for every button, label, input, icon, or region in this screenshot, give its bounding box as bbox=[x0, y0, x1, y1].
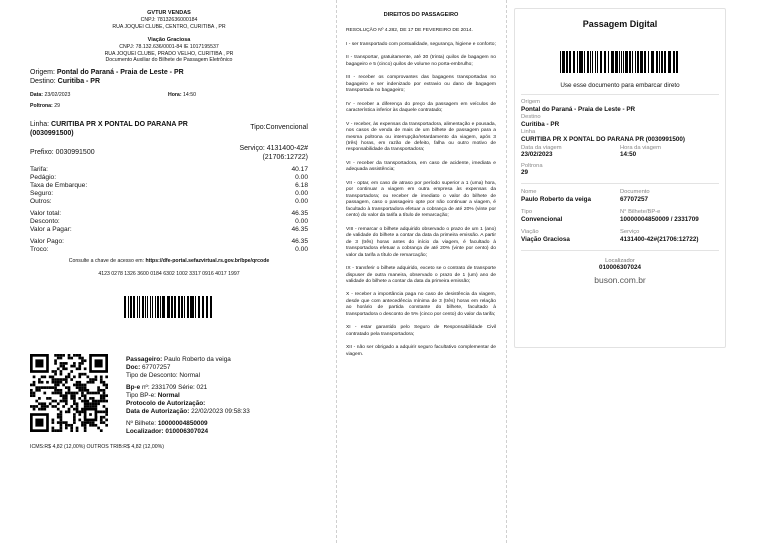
total-label: Desconto: bbox=[30, 218, 60, 226]
amount-value: 0.00 bbox=[295, 174, 308, 182]
destination-line bbox=[30, 77, 308, 86]
digital-company-service bbox=[521, 229, 719, 243]
operator-cnpj: CNPJ: 78.132.636/0001-84 IE 1017195537 bbox=[119, 43, 219, 50]
barcode-bar bbox=[676, 51, 678, 73]
ticket-barcode-wrap bbox=[30, 296, 308, 318]
right-item: I - ser transportado com pontualidade, segurança, higiene e conforto; bbox=[346, 41, 496, 47]
auth-date-label: Data de Autorização: bbox=[126, 407, 190, 415]
digital-origin-label: Origem bbox=[521, 99, 541, 105]
barcode-bar bbox=[191, 296, 193, 318]
prefix: Prefixo: 0030991500 bbox=[30, 148, 95, 156]
digital-service-label: Serviço bbox=[620, 229, 640, 236]
digital-destination-label: Destino bbox=[521, 114, 541, 121]
digital-service bbox=[620, 229, 719, 243]
rights-panel bbox=[336, 0, 506, 543]
digital-date-value: 23/02/2023 bbox=[521, 151, 553, 159]
right-item: VIII - remarcar o bilhete adquirido observado o prazo de um 1 (ano) de validade do bilhete a contar da data da primeira emissão. A partir de 3 (três) horas antes do início da viagem, é facultado à transportadora efetuar a cobrança de até 20% (vinte por cento) do valor da tarifa a título de remarcação; bbox=[346, 226, 496, 258]
digital-origin bbox=[521, 99, 719, 113]
digital-site[interactable]: buson.com.br bbox=[594, 274, 646, 285]
amount-label: Taxa de Embarque: bbox=[30, 182, 88, 190]
amount-value: 40.17 bbox=[291, 166, 308, 174]
barcode-bar bbox=[139, 296, 140, 318]
barcode-bar bbox=[187, 296, 189, 318]
ticket-panel bbox=[0, 0, 336, 543]
barcode-bar bbox=[167, 296, 168, 318]
barcode-bar bbox=[142, 296, 144, 318]
barcode-bar bbox=[137, 296, 139, 318]
total-value: 46.35 bbox=[291, 210, 308, 218]
origin-value: Pontal do Paraná - Praia de Leste - PR bbox=[56, 69, 184, 77]
doc-value: 67707257 bbox=[141, 363, 171, 371]
barcode-bar bbox=[644, 51, 647, 73]
service-field bbox=[240, 144, 309, 162]
qr-section bbox=[30, 354, 308, 436]
company-cnpj: CNPJ: 78132636000184 bbox=[140, 17, 198, 24]
digital-bilhete-value: 10000004850009 / 2331709 bbox=[620, 215, 699, 223]
barcode-bar bbox=[145, 296, 147, 318]
barcode-bar bbox=[668, 51, 671, 73]
digital-company-label: Viação bbox=[521, 229, 539, 236]
company-header bbox=[30, 10, 308, 64]
barcode-bar bbox=[157, 296, 159, 318]
service-code: Serviço: 4131400-42# bbox=[239, 144, 308, 152]
seat-label: Poltrona: bbox=[30, 102, 53, 109]
passenger-label: Passageiro: bbox=[126, 355, 163, 363]
barcode-bar bbox=[623, 51, 624, 73]
digital-title: Passagem Digital bbox=[582, 19, 658, 29]
company-name: GVTUR VENDAS bbox=[147, 10, 191, 16]
bpe-label: Bp-e bbox=[126, 383, 141, 391]
digital-destination-value: Curitiba - PR bbox=[521, 120, 560, 128]
ticket-number-value: 10000004850009 bbox=[157, 419, 208, 427]
bpe-type-line bbox=[126, 392, 250, 400]
route-info bbox=[30, 68, 308, 86]
barcode-bar bbox=[573, 51, 575, 73]
right-item: III - receber os comprovantes das bagagens transportadas no bagageiro e ser indenizado por extravio ou dano de bagagem transportada no bagageiro; bbox=[346, 75, 496, 94]
digital-locator-label: Localizador bbox=[605, 257, 635, 264]
barcode-bar bbox=[673, 51, 676, 73]
digital-separator bbox=[521, 183, 719, 184]
digital-doc bbox=[620, 189, 719, 203]
amount-label: Outros: bbox=[30, 198, 52, 206]
barcode-bar bbox=[600, 51, 602, 73]
right-item: V - receber, às expensas da transportadora, alimentação e pousada, nos casos de venda de mais de um bilhete de passagem para a mesma poltrona ou interrupção/retardamento da viagem, após 3 (três) horas, em razão de defeito, falha ou outro motivo de responsabilidade da transportadora; bbox=[346, 121, 496, 153]
locator-label: Localizador: bbox=[126, 427, 164, 435]
barcode-bar bbox=[619, 51, 620, 73]
digital-seat-value: 29 bbox=[521, 169, 529, 177]
barcode-bar bbox=[566, 51, 569, 73]
barcode-bar bbox=[584, 51, 585, 73]
barcode-bar bbox=[635, 51, 636, 73]
totals-list bbox=[30, 210, 308, 234]
service-sub: (21706:12722) bbox=[262, 154, 308, 161]
barcode-bar bbox=[198, 296, 200, 318]
digital-company bbox=[521, 229, 620, 243]
date-value: 23/02/2023 bbox=[44, 92, 71, 99]
line-label: Linha: bbox=[30, 120, 50, 128]
doc-label: Doc: bbox=[126, 363, 141, 371]
barcode-bar bbox=[152, 296, 153, 318]
barcode-bar bbox=[190, 296, 191, 318]
ticket-number-label: Nº Bilhete: bbox=[126, 419, 157, 427]
payment-value: 46.35 bbox=[291, 238, 308, 246]
barcode-bar bbox=[577, 51, 578, 73]
passenger-line bbox=[126, 356, 250, 364]
date-label: Data: bbox=[30, 92, 43, 99]
seat-value: 29 bbox=[54, 102, 61, 109]
auth-protocol-label: Protocolo de Autorização: bbox=[126, 399, 206, 407]
right-item: XI - estar garantido pelo Seguro de Responsabilidade Civil contratado pela transportadora; bbox=[346, 325, 496, 337]
access-key: 4123 0278 1326 3600 0184 6302 1002 3317 0916 4017 1997 bbox=[98, 271, 240, 278]
total-row bbox=[30, 210, 308, 218]
time-label: Hora: bbox=[168, 92, 182, 99]
amount-value: 0.00 bbox=[295, 190, 308, 198]
amount-label: Pedágio: bbox=[30, 174, 57, 182]
barcode-bar bbox=[150, 296, 151, 318]
barcode-bar bbox=[174, 296, 176, 318]
digital-name-value: Paulo Roberto da veiga bbox=[521, 195, 591, 203]
barcode-bar bbox=[128, 296, 129, 318]
digital-type-bilhete bbox=[521, 209, 719, 223]
digital-date bbox=[521, 145, 620, 159]
barcode-bar bbox=[629, 51, 632, 73]
total-label: Valor total: bbox=[30, 210, 62, 218]
barcode-bar bbox=[168, 296, 170, 318]
barcode-bar bbox=[597, 51, 598, 73]
barcode-bar bbox=[181, 296, 183, 318]
rights-list bbox=[346, 42, 496, 358]
digital-type bbox=[521, 209, 620, 223]
total-label: Valor a Pagar: bbox=[30, 226, 72, 234]
digital-name-label: Nome bbox=[521, 189, 537, 196]
doc-type: Documento Auxiliar do Bilhete de Passagem Eletrônico bbox=[105, 57, 233, 64]
barcode-bar bbox=[595, 51, 596, 73]
line-field bbox=[30, 120, 220, 138]
service-type: Tipo:Convencional bbox=[250, 123, 308, 131]
doc-line bbox=[126, 364, 250, 372]
consult-label: Consulte a chave de acesso em: bbox=[68, 258, 144, 265]
line-row bbox=[30, 120, 308, 138]
barcode-bar bbox=[562, 51, 565, 73]
digital-company-value: Viação Graciosa bbox=[521, 236, 570, 244]
barcode-bar bbox=[130, 296, 132, 318]
payment-value: 0.00 bbox=[295, 246, 308, 254]
payment-label: Troco: bbox=[30, 246, 49, 254]
operator-address: RUA JOQUEI CLUBE, PRADO VELHO, CURITIBA , PR bbox=[104, 50, 234, 57]
digital-destination bbox=[521, 114, 719, 128]
digital-time bbox=[620, 145, 719, 159]
discount-type: Tipo de Desconto: Normal bbox=[126, 371, 200, 379]
right-item: II - transportar, gratuitamente, até 30 (trinta) quilos de bagagem no bagageiro e 5 (cinco) quilos de volume no porta-embrulho; bbox=[346, 55, 496, 67]
barcode-bar bbox=[206, 296, 208, 318]
barcode-bar bbox=[580, 51, 583, 73]
amount-row bbox=[30, 166, 308, 174]
right-item: IX - transferir o bilhete adquirido, exceto se o contrato de transporte dispuser de outra maneira, observado o prazo de 1 (um) ano de validade do bilhete a contar da data da primeira emissão; bbox=[346, 266, 496, 284]
barcode-bar bbox=[659, 51, 660, 73]
right-item: XII - não ser obrigado a adquirir seguro facultativo complementar de viagem. bbox=[346, 345, 496, 357]
digital-date-time bbox=[521, 145, 719, 159]
digital-line bbox=[521, 129, 719, 143]
amount-label: Seguro: bbox=[30, 190, 54, 198]
amount-value: 6.18 bbox=[295, 182, 308, 190]
digital-seat bbox=[521, 163, 719, 177]
digital-name bbox=[521, 189, 620, 203]
locator-line bbox=[126, 428, 250, 436]
amounts-list bbox=[30, 166, 308, 206]
digital-date-label: Data da viagem bbox=[521, 144, 562, 151]
amount-row bbox=[30, 190, 308, 198]
barcode-bar bbox=[587, 51, 589, 73]
barcode-bar bbox=[569, 51, 571, 73]
amount-value: 0.00 bbox=[295, 198, 308, 206]
barcode-bar bbox=[147, 296, 148, 318]
total-row bbox=[30, 218, 308, 226]
barcode-bar bbox=[625, 51, 628, 73]
barcode-bar bbox=[202, 296, 204, 318]
right-item: IV - receber a diferença do preço da passagem em veículos de característica inferior às daquele contratado; bbox=[346, 101, 496, 114]
barcode-bar bbox=[590, 51, 592, 73]
barcode-bar bbox=[579, 51, 580, 73]
bpe-line bbox=[126, 384, 250, 392]
digital-line-label: Linha bbox=[521, 129, 536, 136]
barcode-bar bbox=[124, 296, 126, 318]
amount-row bbox=[30, 198, 308, 206]
digital-barcode bbox=[560, 51, 680, 73]
digital-doc-label: Documento bbox=[620, 189, 650, 196]
barcode-bar bbox=[195, 296, 196, 318]
date-field bbox=[30, 92, 168, 99]
digital-origin-value: Pontal do Paraná - Praia de Leste - PR bbox=[521, 105, 636, 113]
right-item: X - receber a importância paga no caso de desistência da viagem, desde que com antecedência mínima de 3 (três) horas em relação ao horário de partida constante do bilhete, facultado à transportadora o desconto de 5% (cinco por cento) do valor da tarifa; bbox=[346, 292, 496, 317]
barcode-bar bbox=[651, 51, 654, 73]
barcode-bar bbox=[160, 296, 162, 318]
barcode-bar bbox=[661, 51, 663, 73]
qr-code bbox=[30, 354, 108, 432]
digital-time-value: 14:50 bbox=[620, 151, 637, 159]
locator-value: 010006307024 bbox=[165, 427, 209, 435]
origin-label: Origem: bbox=[30, 69, 55, 77]
digital-service-value: 4131400-42#(21706:12722) bbox=[620, 236, 699, 244]
time-field bbox=[168, 92, 196, 99]
digital-caption: Use esse documento para embarcar direto bbox=[521, 82, 719, 95]
barcode-bar bbox=[604, 51, 606, 73]
destination-label: Destino: bbox=[30, 78, 56, 86]
amount-label: Tarifa: bbox=[30, 166, 48, 174]
barcode-bar bbox=[656, 51, 658, 73]
amount-row bbox=[30, 182, 308, 190]
destination-value: Curitiba - PR bbox=[57, 78, 101, 86]
barcode-bar bbox=[615, 51, 618, 73]
date-time-row bbox=[30, 92, 308, 99]
digital-time-label: Hora da viagem bbox=[620, 144, 661, 151]
operator-name: Viação Graciosa bbox=[147, 36, 191, 43]
passenger-info bbox=[126, 354, 250, 436]
bpe-type-value: Normal bbox=[157, 391, 180, 399]
digital-doc-value: 67707257 bbox=[620, 195, 649, 203]
rights-resolution: RESOLUÇÃO Nº 4.282, DE 17 DE FEVEREIRO DE 2014. bbox=[346, 28, 473, 34]
barcode-bar bbox=[621, 51, 622, 73]
company-address: RUA JOQUEI CLUBE, CENTRO, CURITIBA , PR bbox=[112, 23, 226, 30]
barcode-bar bbox=[664, 51, 666, 73]
consult-url[interactable]: https://dfe-portal.sefazvirtual.rs.gov.br/bpe/qrcode bbox=[145, 258, 270, 265]
divider-right bbox=[506, 0, 507, 543]
total-value: 46.35 bbox=[291, 226, 308, 234]
barcode-bar bbox=[184, 296, 186, 318]
digital-ticket-card bbox=[514, 8, 726, 348]
digital-separator-2 bbox=[521, 250, 719, 251]
barcode-bar bbox=[210, 296, 212, 318]
bpe-value: nº: 2331709 Série: 021 bbox=[141, 383, 208, 391]
barcode-bar bbox=[171, 296, 173, 318]
total-value: 0.00 bbox=[295, 218, 308, 226]
digital-type-value: Convencional bbox=[521, 215, 563, 223]
barcode-bar bbox=[560, 51, 561, 73]
ticket-number-line bbox=[126, 420, 250, 428]
barcode-bar bbox=[592, 51, 593, 73]
rights-title: DIREITOS DO PASSAGEIRO bbox=[383, 12, 459, 18]
digital-line-value: CURITIBA PR X PONTAL DO PARANA PR (0030991500) bbox=[521, 136, 685, 144]
barcode-bar bbox=[162, 296, 164, 318]
time-value: 14:50 bbox=[183, 92, 196, 99]
barcode-bar bbox=[133, 296, 135, 318]
barcode-bar bbox=[632, 51, 633, 73]
barcode-bar bbox=[178, 296, 180, 318]
digital-bilhete-label: N° Bilhete/BP-e bbox=[620, 209, 661, 216]
bpe-type-label: Tipo BP-e: bbox=[126, 391, 156, 399]
payment-label: Valor Pago: bbox=[30, 238, 64, 246]
auth-date-line bbox=[126, 408, 250, 416]
ticket-barcode bbox=[124, 296, 214, 318]
consult-text bbox=[30, 258, 308, 265]
barcode-bar bbox=[640, 51, 643, 73]
digital-name-doc bbox=[521, 189, 719, 203]
barcode-bar bbox=[648, 51, 649, 73]
payment-row bbox=[30, 246, 308, 254]
digital-locator-value: 010006307024 bbox=[598, 263, 642, 271]
auth-date-value: 22/02/2023 09:58:33 bbox=[191, 407, 250, 415]
barcode-bar bbox=[155, 296, 156, 318]
line-value: CURITIBA PR X PONTAL DO PARANA PR (0030991500) bbox=[30, 120, 188, 137]
payments-list bbox=[30, 238, 308, 254]
right-item: VII - optar, em caso de atraso por período superior a 1 (uma) hora, por continuar a viagem em outra empresa às expensas da transportadora; ou receber de imediato o valor do bilhete de passagem, caso o passageiro opte por não continuar a viagem, é facultado à transportadora efetuar a cobrança de até 20% (vinte por cento) do valor da tarifa a título de remarcação; bbox=[346, 180, 496, 219]
barcode-bar bbox=[608, 51, 610, 73]
amount-row bbox=[30, 174, 308, 182]
seat-field bbox=[30, 103, 308, 110]
passenger-value: Paulo Roberto da veiga bbox=[164, 355, 231, 363]
digital-type-label: Tipo bbox=[521, 209, 533, 216]
right-item: VI - receber da transportadora, em caso de acidente, imediata e adequada assistência; bbox=[346, 160, 496, 173]
barcode-bar bbox=[637, 51, 639, 73]
origin-line bbox=[30, 68, 308, 77]
payment-row bbox=[30, 238, 308, 246]
total-row bbox=[30, 226, 308, 234]
digital-bilhete bbox=[620, 209, 719, 223]
digital-seat-label: Poltrona bbox=[521, 162, 543, 169]
prefix-row bbox=[30, 144, 308, 162]
barcode-bar bbox=[611, 51, 614, 73]
taxes-line: ICMS:R$ 4,82 (12,00%) OUTROS TRIB:R$ 4,82 (12,00%) bbox=[30, 443, 164, 450]
